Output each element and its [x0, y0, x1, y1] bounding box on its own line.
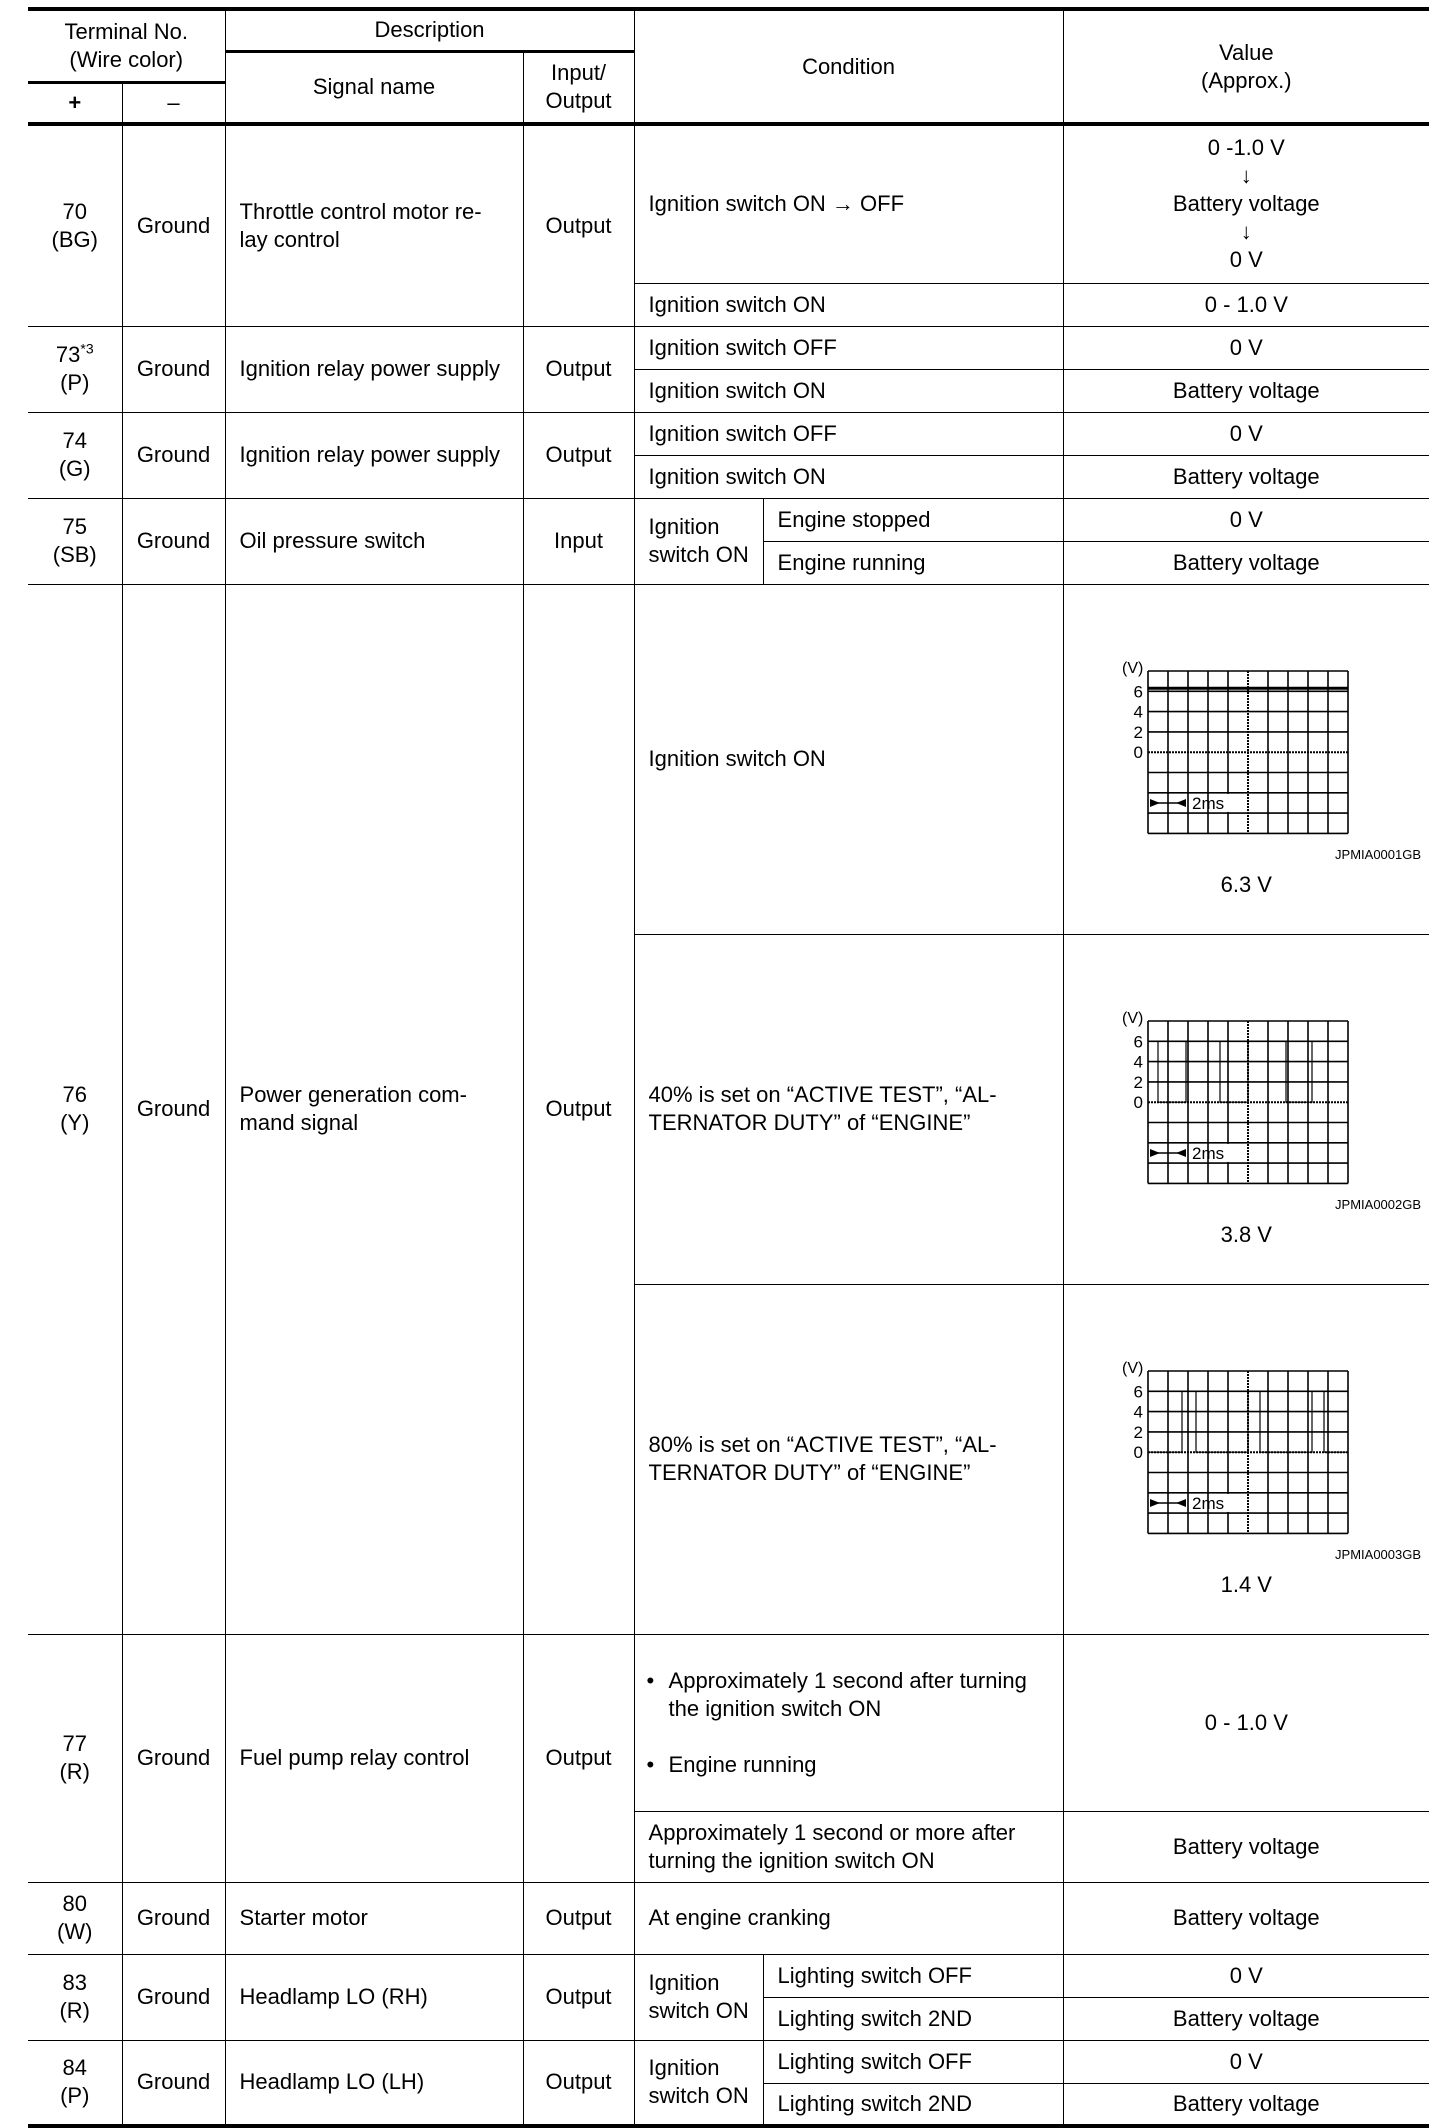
- condition: Engine running: [763, 541, 1063, 584]
- value: Battery voltage: [1063, 1882, 1429, 1954]
- table-row-70: [28, 124, 1429, 283]
- condition: Ignition switch ON: [634, 455, 1063, 498]
- value: 0 - 1.0 V: [1063, 1634, 1429, 1811]
- condition: Lighting switch 2ND: [763, 2083, 1063, 2126]
- waveform-chart: [1064, 613, 1430, 853]
- condition: At engine cranking: [634, 1882, 1063, 1954]
- table-row-75: [28, 498, 1429, 541]
- ground-terminal: Ground: [122, 1954, 225, 2040]
- wire-color: (P): [60, 370, 90, 395]
- value: Battery voltage: [1063, 2083, 1429, 2126]
- waveform-chart: [1064, 1313, 1430, 1553]
- terminal-number: 76 (Y): [28, 584, 122, 1634]
- bullet-item: [647, 1751, 1055, 1779]
- y-tick-label: 2: [1133, 1072, 1143, 1092]
- table-row-80: [28, 1882, 1429, 1954]
- value-waveform-cell: [1063, 1284, 1429, 1634]
- io-type: Output: [523, 326, 634, 412]
- terminal-number: 77 (R): [28, 1634, 122, 1882]
- condition: Ignition switch OFF: [634, 326, 1063, 369]
- value: 0 -1.0 V ↓ Battery voltage ↓ 0 V: [1063, 124, 1429, 283]
- condition: 80% is set on “ACTIVE TEST”, “AL- TERNATOR DUTY” of “ENGINE”: [634, 1284, 1063, 1634]
- io-type: Output: [523, 1954, 634, 2040]
- value-waveform-cell: [1063, 934, 1429, 1284]
- ground-terminal: Ground: [122, 1634, 225, 1882]
- signal-name: Ignition relay power supply: [225, 412, 523, 498]
- condition: 40% is set on “ACTIVE TEST”, “AL- TERNATOR DUTY” of “ENGINE”: [634, 934, 1063, 1284]
- value: 0 - 1.0 V: [1063, 283, 1429, 326]
- terminal-id: 73: [55, 342, 81, 367]
- ground-terminal: Ground: [122, 124, 225, 326]
- value: Battery voltage: [1063, 1811, 1429, 1882]
- table-row-77: [28, 1634, 1429, 1811]
- condition: Lighting switch OFF: [763, 1954, 1063, 1997]
- condition-group: Ignition switch ON: [634, 2040, 763, 2126]
- io-type: Output: [523, 412, 634, 498]
- condition: Ignition switch ON: [634, 584, 1063, 934]
- signal-name: Starter motor: [225, 1882, 523, 1954]
- header-minus: –: [122, 82, 225, 124]
- ground-terminal: Ground: [122, 584, 225, 1634]
- signal-name: Headlamp LO (RH): [225, 1954, 523, 2040]
- y-tick-label: 4: [1133, 702, 1143, 722]
- figure-code: JPMIA0002GB: [1335, 1196, 1422, 1212]
- y-axis-unit: (V): [1121, 659, 1143, 677]
- condition: Ignition switch ON → OFF: [634, 124, 1063, 283]
- condition-group: Ignition switch ON: [634, 498, 763, 584]
- header-value: Value (Approx.): [1063, 9, 1429, 124]
- value: Battery voltage: [1063, 455, 1429, 498]
- table-row-76: [28, 584, 1429, 934]
- signal-name: Throttle control motor re- lay control: [225, 124, 523, 326]
- value: 0 V: [1063, 326, 1429, 369]
- signal-trace: [1148, 1041, 1348, 1102]
- value: Battery voltage: [1063, 1997, 1429, 2040]
- y-tick-label: 2: [1133, 1422, 1143, 1442]
- bullet-icon: •: [646, 1667, 655, 1693]
- y-tick-label: 6: [1133, 681, 1143, 701]
- condition: Approximately 1 second after turning the ignition switch ON: [668, 1667, 1027, 1721]
- value: 0 V: [1063, 412, 1429, 455]
- value-waveform-cell: [1063, 584, 1429, 934]
- ground-terminal: Ground: [122, 412, 225, 498]
- value: 3.8 V: [1220, 1221, 1272, 1247]
- arrow-right-icon: [1150, 1498, 1160, 1506]
- y-tick-label: 0: [1133, 1442, 1143, 1462]
- io-type: Output: [523, 124, 634, 326]
- y-axis-unit: (V): [1121, 1009, 1143, 1027]
- condition: Engine stopped: [763, 498, 1063, 541]
- y-tick-label: 2: [1133, 722, 1143, 742]
- terminal-number: 74 (G): [28, 412, 122, 498]
- value: 0 V: [1063, 1954, 1429, 1997]
- header-input-output: Input/ Output: [523, 51, 634, 124]
- footnote-mark: *3: [80, 340, 94, 357]
- figure-code: JPMIA0001GB: [1335, 846, 1422, 862]
- signal-name: Oil pressure switch: [225, 498, 523, 584]
- value: 6.3 V: [1220, 871, 1272, 897]
- arrow-right-icon: [1150, 1148, 1160, 1156]
- header-signal-name: Signal name: [225, 51, 523, 124]
- condition: Lighting switch OFF: [763, 2040, 1063, 2083]
- io-type: Output: [523, 1634, 634, 1882]
- condition: Ignition switch ON: [634, 283, 1063, 326]
- terminal-number: 84 (P): [28, 2040, 122, 2126]
- ground-terminal: Ground: [122, 1882, 225, 1954]
- y-tick-label: 4: [1133, 1402, 1143, 1422]
- y-tick-label: 6: [1133, 1031, 1143, 1051]
- waveform-chart: [1064, 963, 1430, 1203]
- value: 0 V: [1063, 2040, 1429, 2083]
- io-type: Output: [523, 584, 634, 1634]
- io-type: Input: [523, 498, 634, 584]
- figure-code: JPMIA0003GB: [1335, 1546, 1422, 1562]
- time-label: 2ms: [1191, 1493, 1224, 1513]
- ground-terminal: Ground: [122, 326, 225, 412]
- terminal-number: 75 (SB): [28, 498, 122, 584]
- condition: Approximately 1 second or more after turning the ignition switch ON: [634, 1811, 1063, 1882]
- arrow-left-icon: [1176, 1148, 1186, 1156]
- time-label: 2ms: [1191, 1143, 1224, 1163]
- terminal-table: [28, 7, 1429, 2128]
- value: Battery voltage: [1063, 369, 1429, 412]
- arrow-left-icon: [1176, 1498, 1186, 1506]
- value: Battery voltage: [1063, 541, 1429, 584]
- value: 1.4 V: [1220, 1571, 1272, 1597]
- header-description: Description: [225, 9, 634, 51]
- condition-list: [634, 1634, 1063, 1811]
- header-terminal-no: Terminal No. (Wire color): [28, 9, 225, 82]
- y-tick-label: 6: [1133, 1381, 1143, 1401]
- signal-name: Headlamp LO (LH): [225, 2040, 523, 2126]
- ground-terminal: Ground: [122, 2040, 225, 2126]
- signal-name: Fuel pump relay control: [225, 1634, 523, 1882]
- waveform-figure: [1064, 1313, 1430, 1606]
- signal-trace: [1148, 1391, 1348, 1452]
- condition-group: Ignition switch ON: [634, 1954, 763, 2040]
- terminal-number: 80 (W): [28, 1882, 122, 1954]
- time-label: 2ms: [1191, 793, 1224, 813]
- table-row-73: [28, 326, 1429, 369]
- waveform-figure: [1064, 613, 1430, 906]
- header-condition: Condition: [634, 9, 1063, 124]
- bullet-item: [647, 1667, 1055, 1723]
- y-tick-label: 0: [1133, 1092, 1143, 1112]
- bullet-icon: •: [646, 1751, 655, 1777]
- ground-terminal: Ground: [122, 498, 225, 584]
- terminal-number: 70 (BG): [28, 124, 122, 326]
- terminal-number: 83 (R): [28, 1954, 122, 2040]
- arrow-left-icon: [1176, 798, 1186, 806]
- table-row-74: [28, 412, 1429, 455]
- table-row-84: [28, 2040, 1429, 2083]
- waveform-figure: [1064, 963, 1430, 1256]
- table-row-83: [28, 1954, 1429, 1997]
- arrow-right-icon: [1150, 798, 1160, 806]
- signal-name: Power generation com- mand signal: [225, 584, 523, 1634]
- io-type: Output: [523, 2040, 634, 2126]
- y-tick-label: 0: [1133, 742, 1143, 762]
- y-tick-label: 4: [1133, 1052, 1143, 1072]
- header-plus: +: [28, 82, 122, 124]
- condition: Lighting switch 2ND: [763, 1997, 1063, 2040]
- condition: Ignition switch ON: [634, 369, 1063, 412]
- io-type: Output: [523, 1882, 634, 1954]
- value: 0 V: [1063, 498, 1429, 541]
- y-axis-unit: (V): [1121, 1359, 1143, 1377]
- condition: Ignition switch OFF: [634, 412, 1063, 455]
- condition: Engine running: [668, 1751, 817, 1777]
- terminal-number: [28, 326, 122, 412]
- signal-name: Ignition relay power supply: [225, 326, 523, 412]
